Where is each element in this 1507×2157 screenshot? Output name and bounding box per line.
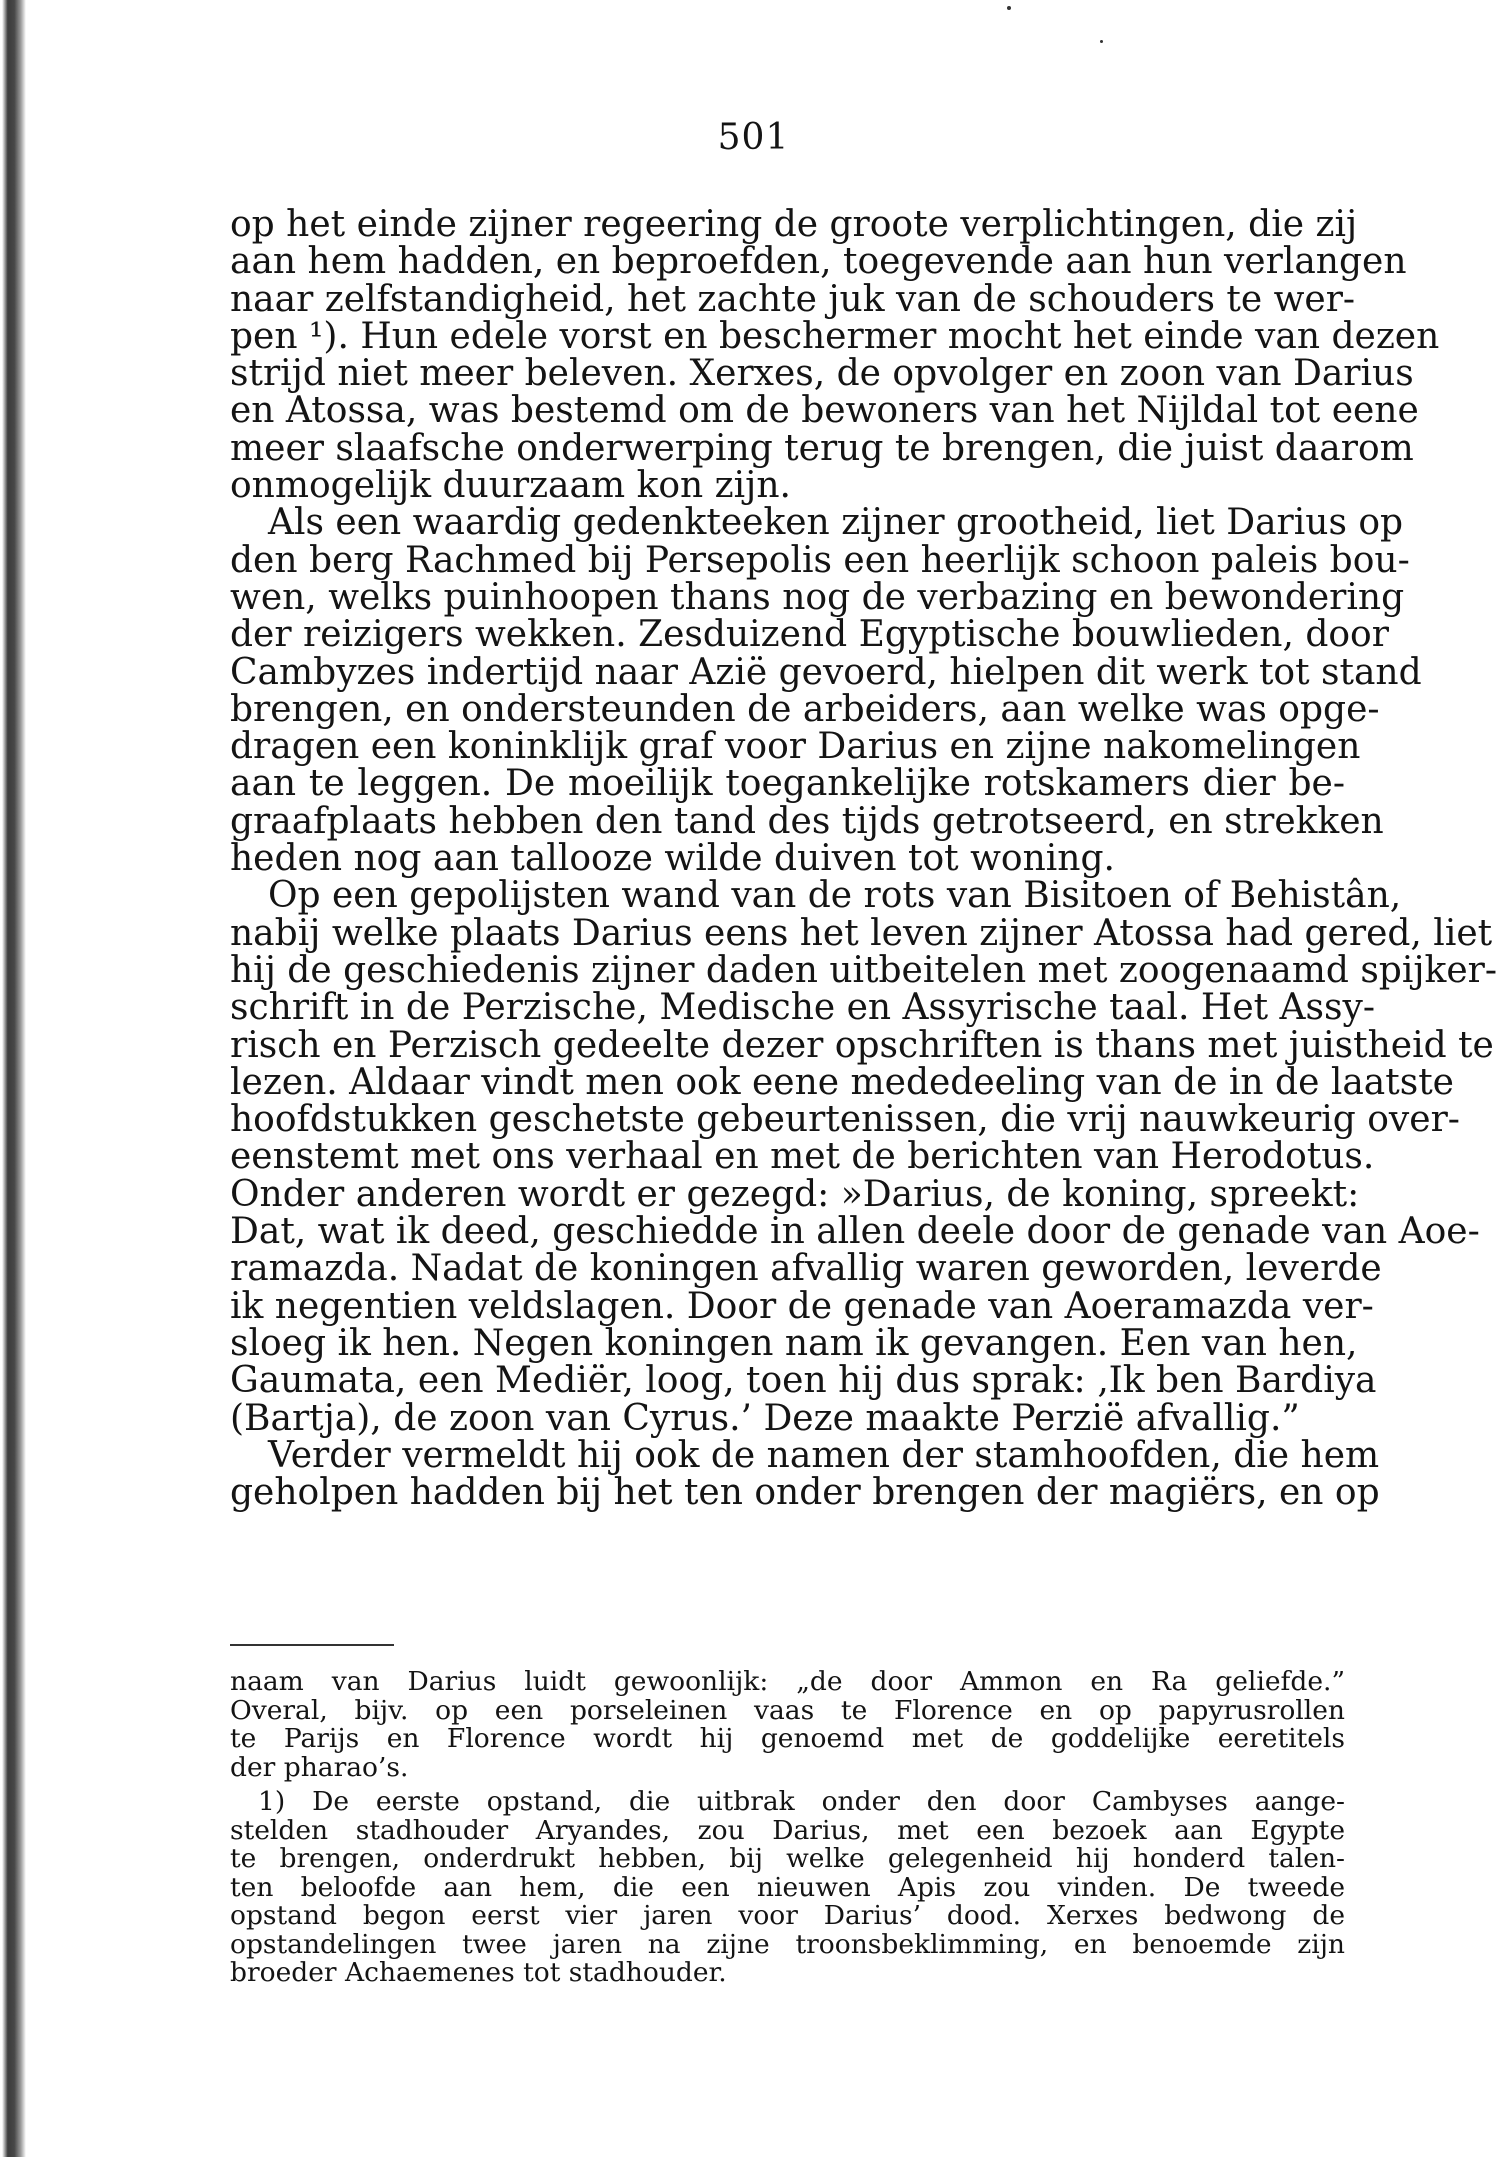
print-speck: [1100, 40, 1103, 43]
body-line: risch en Perzisch gedeelte dezer opschriften is thans met juistheid te: [230, 1024, 1494, 1066]
footnote-line: Overal, bijv. op een porseleinen vaas te Florence en op papyrusrollen: [230, 1694, 1345, 1726]
footnote-line: te brengen, onderdrukt hebben, bij welke gelegenheid hij honderd talen-: [230, 1843, 1345, 1874]
footnote-line: stelden stadhouder Aryandes, zou Darius, met een bezoek aan Egypte: [230, 1814, 1345, 1846]
body-line: Gaumata, een Mediër, loog, toen hij dus sprak: ‚Ik ben Bardiya: [230, 1360, 1377, 1402]
body-line: den berg Rachmed bij Persepolis een heerlijk schoon paleis bou-: [230, 539, 1410, 581]
body-line: wen, welks puinhoopen thans nog de verbazing en bewondering: [230, 576, 1405, 618]
body-line: Dat, wat ik deed, geschiedde in allen deele door de genade van Aoe-: [230, 1211, 1480, 1253]
footnote-line: der pharao’s.: [230, 1751, 409, 1783]
body-line: Verder vermeldt hij ook de namen der stamhoofden, die hem: [268, 1434, 1380, 1476]
body-line: pen ¹). Hun edele vorst en beschermer mocht het einde van dezen: [230, 315, 1440, 357]
body-line: meer slaafsche onderwerping terug te brengen, die juist daarom: [230, 427, 1414, 469]
body-line: brengen, en ondersteunden de arbeiders, aan welke was opge-: [230, 688, 1380, 730]
footnotes: [230, 1668, 1345, 1988]
footnote-line: opstand begon eerst vier jaren voor Darius’ dood. Xerxes bedwong de: [230, 1900, 1345, 1931]
body-line: Als een waardig gedenkteeken zijner grootheid, liet Darius op: [268, 502, 1404, 544]
body-line: Op een gepolijsten wand van de rots van Bisitoen of Behistân,: [268, 875, 1402, 917]
body-line: graafplaats hebben den tand des tijds getrotseerd, en strekken: [230, 800, 1384, 842]
body-line: sloeg ik hen. Negen koningen nam ik gevangen. Een van hen,: [230, 1322, 1358, 1364]
body-line: hoofdstukken geschetste gebeurtenissen, die vrij nauwkeurig over-: [230, 1099, 1460, 1141]
body-line: geholpen hadden bij het ten onder brengen der magiërs, en op: [230, 1472, 1380, 1514]
body-line: strijd niet meer beleven. Xerxes, de opvolger en zoon van Darius: [230, 353, 1414, 395]
print-speck: [1007, 6, 1011, 10]
body-line: lezen. Aldaar vindt men ook eene mededeeling van de in de laatste: [230, 1061, 1454, 1103]
body-line: hij de geschiedenis zijner daden uitbeitelen met zoogenaamd spijker-: [230, 949, 1498, 991]
footnote-divider: [230, 1644, 394, 1646]
body-line: nabij welke plaats Darius eens het leven zijner Atossa had gered, liet: [230, 912, 1493, 954]
body-line: op het einde zijner regeering de groote verplichtingen, die zij: [230, 204, 1358, 245]
body-line: dragen een koninklijk graf voor Darius en zijne nakomelingen: [230, 726, 1361, 768]
footnote-line: ten beloofde aan hem, die een nieuwen Apis zou vinden. De tweede: [230, 1871, 1345, 1903]
footnote-line: opstandelingen twee jaren na zijne troonsbeklimming, en benoemde zijn: [230, 1928, 1345, 1960]
body-line: ramazda. Nadat de koningen afvallig waren geworden, leverde: [230, 1248, 1382, 1290]
footnote-line: naam van Darius luidt gewoonlijk: „de door Ammon en Ra geliefde.”: [230, 1666, 1345, 1697]
body-line: heden nog aan tallooze wilde duiven tot woning.: [230, 838, 1115, 880]
footnote-line: te Parijs en Florence wordt hij genoemd met de goddelijke eeretitels: [230, 1723, 1345, 1754]
footnote-line: broeder Achaemenes tot stadhouder.: [230, 1957, 727, 1988]
body-line: schrift in de Perzische, Medische en Assyrische taal. Het Assy-: [230, 987, 1375, 1029]
footnote-line: 1) De eerste opstand, die uitbrak onder den door Cambyses aange-: [258, 1786, 1345, 1817]
body-line: Onder anderen wordt er gezegd: »Darius, de koning, spreekt:: [230, 1173, 1360, 1215]
body-line: ik negentien veldslagen. Door de genade van Aoeramazda ver-: [230, 1285, 1374, 1327]
body-line: aan te leggen. De moeilijk toegankelijke rotskamers dier be-: [230, 763, 1345, 805]
body-line: onmogelijk duurzaam kon zijn.: [230, 465, 791, 507]
page-number: 501: [717, 117, 790, 158]
body-line: Cambyzes indertijd naar Azië gevoerd, hielpen dit werk tot stand: [230, 651, 1422, 693]
body-line: aan hem hadden, en beproefden, toegevende aan hun verlangen: [230, 241, 1407, 283]
body-text: [230, 204, 1498, 1514]
body-line: eenstemt met ons verhaal en met de berichten van Herodotus.: [230, 1136, 1375, 1178]
body-line: naar zelfstandigheid, het zachte juk van de schouders te wer-: [230, 278, 1356, 320]
body-line: (Bartja), de zoon van Cyrus.’ Deze maakte Perzië afvallig.”: [230, 1397, 1300, 1439]
book-spine-shadow: [0, 0, 26, 2157]
body-line: en Atossa, was bestemd om de bewoners van het Nijldal tot eene: [230, 390, 1419, 432]
body-line: der reizigers wekken. Zesduizend Egyptische bouwlieden, door: [230, 614, 1389, 656]
